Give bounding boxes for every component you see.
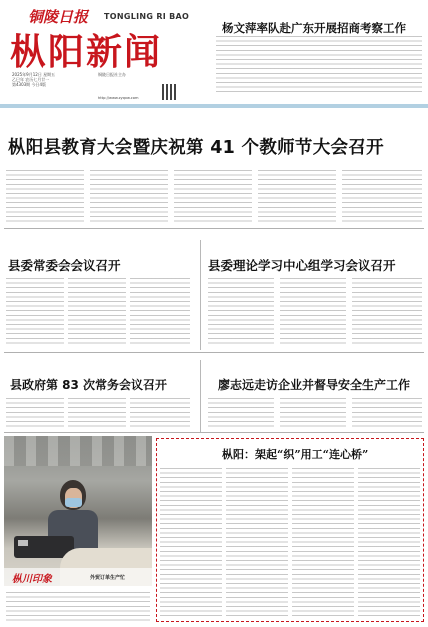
headline-lead: 枞阳县教育大会暨庆祝第 41 个教师节大会召开 xyxy=(8,138,384,158)
pinyin-label: TONGLING RI BAO xyxy=(104,12,190,21)
date-text: 2025年9月12日 xyxy=(12,72,42,77)
issue-text: 第4303期 xyxy=(12,82,31,87)
left2-text-col-1 xyxy=(6,278,64,346)
feature-text-col-3 xyxy=(292,468,354,618)
article-top-right-text xyxy=(216,36,422,96)
website-url: http://www.zyqxw.com xyxy=(98,96,139,100)
feature-text-col-1 xyxy=(160,468,222,618)
right2-text-col-1 xyxy=(208,278,274,346)
right3-text-col-2 xyxy=(280,398,346,428)
photo-caption-text: 外贸订单生产忙 xyxy=(90,575,126,581)
right2-text-col-2 xyxy=(280,278,346,346)
photo-caption-body xyxy=(6,592,150,622)
lead-text-col-3 xyxy=(174,170,252,222)
headline-top-right: 杨文萍率队赴广东开展招商考察工作 xyxy=(222,21,406,35)
masthead xyxy=(6,4,206,102)
lead-text-col-2 xyxy=(90,170,168,222)
qr-code xyxy=(162,84,178,100)
headline-left-3: 县政府第 83 次常务会议召开 xyxy=(10,378,168,392)
left2-text-col-2 xyxy=(68,278,126,346)
left3-text-col-3 xyxy=(130,398,190,428)
masthead-title: 枞阳新闻 xyxy=(10,31,163,73)
column-divider xyxy=(200,240,201,350)
lunar-text: 乙巳年 农历七月廿一 xyxy=(12,77,50,82)
divider xyxy=(4,228,424,229)
parent-paper-logo: 铜陵日报 xyxy=(28,8,89,26)
headline-right-2: 县委理论学习中心组学习会议召开 xyxy=(208,258,396,273)
divider xyxy=(4,352,424,353)
left2-text-col-3 xyxy=(130,278,190,346)
lead-text-col-4 xyxy=(258,170,336,222)
feature-headline: 枞阳：架起“织”用工“连心桥” xyxy=(222,448,369,461)
photo-caption-logo: 枞川印象 xyxy=(12,574,52,585)
pages-text: 今日4版 xyxy=(31,82,47,87)
lead-text-col-1 xyxy=(6,170,84,222)
issue-date xyxy=(12,72,55,87)
factory-photo xyxy=(4,436,152,586)
divider xyxy=(4,432,424,433)
right2-text-col-3 xyxy=(352,278,422,346)
headline-left-2: 县委常委会会议召开 xyxy=(8,258,121,273)
feature-text-col-2 xyxy=(226,468,288,618)
feature-text-col-4 xyxy=(358,468,420,618)
left3-text-col-1 xyxy=(6,398,64,428)
left3-text-col-2 xyxy=(68,398,126,428)
headline-right-3: 廖志远走访企业并督导安全生产工作 xyxy=(218,378,411,392)
face-mask xyxy=(65,498,82,507)
right3-text-col-1 xyxy=(208,398,274,428)
publisher-note: 铜陵日报社主办 xyxy=(98,72,126,77)
column-divider xyxy=(200,360,201,432)
right3-text-col-3 xyxy=(352,398,422,428)
masthead-divider xyxy=(0,104,428,108)
lead-text-col-5 xyxy=(342,170,422,222)
weekday-text: 星期五 xyxy=(43,72,56,77)
